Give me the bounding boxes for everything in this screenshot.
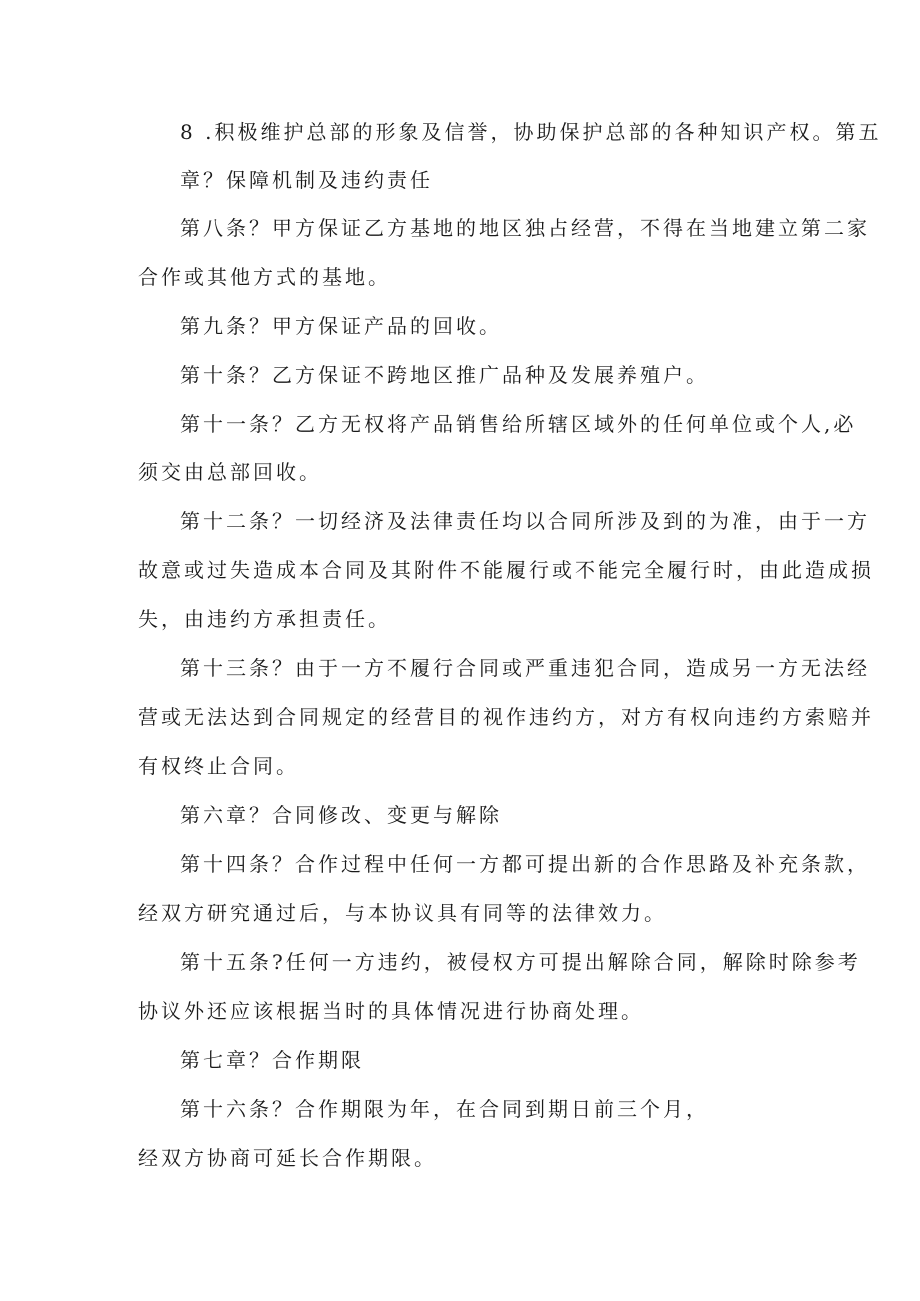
article-12-line-2: 故意或过失造成本合同及其附件不能履行或不能完全履行时，由此造成损 <box>138 558 874 582</box>
chapter-5-heading: 章？保障机制及违约责任 <box>180 168 433 192</box>
article-12-line-1: 第十二条？一切经济及法律责任均以合同所涉及到的为准，由于一方 <box>180 509 870 533</box>
article-10-line: 第十条？乙方保证不跨地区推广品种及发展养殖户。 <box>180 363 709 387</box>
article-11-line-1: 第十一条？乙方无权将产品销售给所辖区域外的任何单位或个人,必 <box>180 412 857 436</box>
article-11-line-2: 须交由总部回收。 <box>138 460 322 484</box>
chapter-7-heading: 第七章？合作期限 <box>180 1048 364 1072</box>
article-9-line: 第九条？甲方保证产品的回收。 <box>180 314 502 338</box>
article-8-line-1: 第八条？甲方保证乙方基地的地区独占经营，不得在当地建立第二家 <box>180 216 870 240</box>
article-13-line-3: 有权终止合同。 <box>138 754 299 778</box>
article-13-line-1: 第十三条？由于一方不履行合同或严重违犯合同，造成另一方无法经 <box>180 656 870 680</box>
chapter-6-heading: 第六章？合同修改、变更与解除 <box>180 803 502 827</box>
article-15-line-1: 第十五条?任何一方违约，被侵权方可提出解除合同，解除时除参考 <box>180 950 861 974</box>
article-16-line-1: 第十六条？合作期限为年，在合同到期日前三个月， <box>180 1097 709 1121</box>
article-12-line-3: 失，由违约方承担责任。 <box>138 607 391 631</box>
article-13-line-2: 营或无法达到合同规定的经营目的视作违约方，对方有权向违约方索赔并 <box>138 705 874 729</box>
clause-8-line-1: 8 .积极维护总部的形象及信誉，协助保护总部的各种知识产权。第五 <box>180 120 882 144</box>
article-16-line-2: 经双方协商可延长合作期限。 <box>138 1146 437 1170</box>
article-15-line-2: 协议外还应该根据当时的具体情况进行协商处理。 <box>138 999 644 1023</box>
article-14-line-2: 经双方研究通过后，与本协议具有同等的法律效力。 <box>138 901 667 925</box>
article-8-line-2: 合作或其他方式的基地。 <box>138 265 391 289</box>
article-14-line-1: 第十四条？合作过程中任何一方都可提出新的合作思路及补充条款， <box>180 852 870 876</box>
